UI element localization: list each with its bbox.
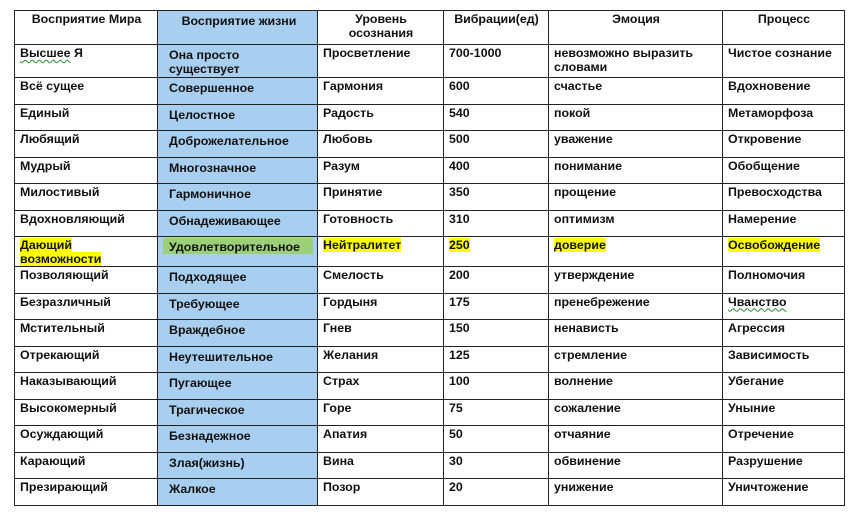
cell-world-perception-text: Наказывающий [20,374,117,388]
cell-awareness-level [318,293,444,320]
cell-life-perception [158,399,318,426]
cell-vibrations-text: 75 [449,400,463,415]
cell-world-perception [15,399,158,426]
header-awareness-level: Уровень осознания [318,11,444,45]
cell-vibrations-text: 310 [449,211,470,226]
cell-awareness-level-text: Гармония [323,79,384,93]
life-perception-label: Пугающее [169,376,232,390]
life-perception-label: Удовлетворительное [163,238,313,254]
spellcheck-word: Высшее [20,46,71,60]
cell-emotion [549,399,723,426]
cell-awareness-level-text: Готовность [323,211,394,226]
cell-vibrations [444,373,549,400]
cell-emotion-text: уважение [554,132,613,146]
cell-world-perception [15,45,158,78]
cell-awareness-level [318,399,444,426]
cell-emotion [549,184,723,211]
cell-vibrations-text: 30 [449,453,463,468]
cell-vibrations [444,479,549,506]
cell-vibrations-text: 175 [449,294,470,309]
cell-life-perception [158,267,318,294]
cell-vibrations-text: 700-1000 [449,46,502,60]
header-world-perception: Восприятие Мира [15,11,158,45]
cell-vibrations-text: 125 [449,347,470,362]
cell-emotion-text: сожаление [554,400,621,415]
cell-vibrations-text: 540 [449,105,470,120]
cell-process-text: Намерение [728,211,797,226]
cell-world-perception-text: Всё сущее [20,79,85,93]
table-row [15,346,845,373]
cell-vibrations [444,237,549,267]
cell-emotion-text: отчаяние [554,427,611,441]
cell-awareness-level [318,267,444,294]
cell-process-text: Разрушение [728,453,803,468]
cell-awareness-level-text: Нейтралитет [323,238,402,252]
life-perception-label: Злая(жизнь) [169,455,245,470]
header-emotion: Эмоция [549,11,723,45]
cell-life-perception [158,78,318,105]
cell-emotion [549,210,723,237]
cell-emotion [549,346,723,373]
cell-life-perception [158,452,318,479]
cell-vibrations-text: 350 [449,185,470,199]
cell-process-text: Вдохновение [728,79,811,93]
cell-process [723,320,845,347]
cell-awareness-level [318,452,444,479]
cell-emotion-text: покой [554,105,591,120]
header-row [15,11,845,45]
cell-awareness-level-text: Принятие [323,185,383,199]
cell-emotion [549,104,723,131]
cell-awareness-level-text: Апатия [323,427,368,441]
cell-awareness-level [318,104,444,131]
cell-world-perception [15,452,158,479]
table-row [15,320,845,347]
cell-process-text: Зависимость [728,347,810,362]
cell-world-perception-text: Презирающий [20,480,108,494]
cell-life-perception [158,426,318,453]
cell-world-perception-text: Карающий [20,453,86,468]
table-row [15,237,845,267]
cell-life-perception [158,320,318,347]
cell-world-perception [15,184,158,211]
cell-awareness-level [318,210,444,237]
cell-life-perception [158,157,318,184]
cell-world-perception-text: Милостивый [20,185,100,199]
life-perception-label: Гармоничное [169,187,251,201]
cell-process [723,157,845,184]
cell-world-perception-text: Дающий возможности [20,238,102,266]
cell-process [723,479,845,506]
cell-vibrations [444,210,549,237]
cell-life-perception [158,45,318,78]
cell-process-text: Уничтожение [728,480,809,494]
cell-vibrations [444,131,549,158]
cell-awareness-level-text: Разум [323,158,360,173]
cell-awareness-level [318,237,444,267]
table-row [15,184,845,211]
cell-world-perception [15,78,158,105]
cell-awareness-level-text: Гнев [323,321,352,335]
cell-awareness-level-text: Любовь [323,132,373,146]
cell-world-perception [15,131,158,158]
cell-vibrations-text: 500 [449,132,470,146]
life-perception-label: Враждебное [169,323,246,337]
cell-life-perception [158,131,318,158]
cell-emotion-text: унижение [554,480,614,494]
cell-emotion-text: стремление [554,347,628,362]
cell-vibrations [444,399,549,426]
cell-awareness-level-text: Желания [323,347,379,362]
life-perception-label: Обнадеживающее [169,213,281,228]
cell-awareness-level-text: Смелость [323,268,384,282]
cell-process [723,399,845,426]
cell-emotion-text: волнение [554,374,613,388]
table-row [15,293,845,320]
cell-process-text: Чванство [728,294,787,309]
cell-emotion [549,452,723,479]
cell-world-perception [15,267,158,294]
cell-awareness-level-text: Просветление [323,46,411,60]
cell-life-perception [158,479,318,506]
cell-awareness-level [318,346,444,373]
cell-awareness-level [318,320,444,347]
life-perception-label: Подходящее [169,270,247,284]
table-row [15,452,845,479]
cell-emotion [549,45,723,78]
cell-emotion [549,373,723,400]
cell-process [723,346,845,373]
cell-process [723,45,845,78]
cell-life-perception [158,104,318,131]
cell-world-perception-text: Отрекающий [20,347,100,362]
cell-process [723,293,845,320]
cell-life-perception [158,210,318,237]
cell-process-text: Обобщение [728,158,800,173]
cell-vibrations [444,452,549,479]
cell-process [723,267,845,294]
cell-process-text: Отречение [728,427,794,441]
cell-emotion [549,131,723,158]
cell-vibrations [444,184,549,211]
cell-vibrations [444,320,549,347]
cell-world-perception-text: Мудрый [20,158,71,173]
cell-world-perception-text: Безразличный [20,294,111,309]
header-process: Процесс [723,11,845,45]
cell-process-text: Освобождение [728,238,821,252]
cell-vibrations [444,157,549,184]
cell-process-text: Убегание [728,374,784,388]
cell-world-perception [15,293,158,320]
cell-world-perception [15,104,158,131]
cell-vibrations-text: 600 [449,79,470,93]
cell-world-perception-text: Вдохновляющий [20,211,125,226]
cell-awareness-level [318,479,444,506]
header-life-perception [158,11,318,45]
cell-vibrations [444,78,549,105]
cell-life-perception [158,293,318,320]
cell-emotion-text: прощение [554,185,616,199]
cell-emotion-text: счастье [554,79,603,93]
cell-process [723,131,845,158]
cell-awareness-level [318,184,444,211]
cell-emotion-text: пренебрежение [554,294,650,309]
cell-emotion-text: утверждение [554,268,635,282]
header-vibrations: Вибрации(ед) [444,11,549,45]
cell-awareness-level [318,131,444,158]
cell-process [723,78,845,105]
life-perception-label: Безнадежное [169,429,251,443]
life-perception-label: Целостное [169,107,236,122]
life-perception-label: Многозначное [169,160,257,175]
cell-emotion-text: обвинение [554,453,621,468]
cell-vibrations [444,346,549,373]
cell-emotion [549,320,723,347]
cell-emotion [549,479,723,506]
cell-life-perception [158,184,318,211]
cell-vibrations-text: 200 [449,268,470,282]
cell-world-perception [15,373,158,400]
cell-awareness-level-text: Страх [323,374,360,388]
cell-world-perception [15,237,158,267]
table-row [15,373,845,400]
cell-life-perception [158,346,318,373]
cell-awareness-level-text: Позор [323,480,361,494]
cell-process [723,210,845,237]
cell-process [723,237,845,267]
cell-vibrations [444,45,549,78]
cell-world-perception-text: Мстительный [20,321,105,335]
cell-vibrations-text: 150 [449,321,470,335]
cell-world-perception [15,320,158,347]
cell-process-text: Превосходства [728,185,822,199]
cell-process [723,452,845,479]
cell-life-perception [158,373,318,400]
cell-process [723,373,845,400]
cell-world-perception-text: Единый [20,105,70,120]
life-perception-label: Она просто существует [169,48,240,76]
cell-vibrations [444,104,549,131]
cell-world-perception [15,426,158,453]
cell-emotion [549,237,723,267]
life-perception-label: Жалкое [169,482,216,496]
cell-awareness-level [318,157,444,184]
cell-vibrations-text: 250 [449,238,470,252]
cell-emotion-text: оптимизм [554,211,615,226]
header-life-perception-label: Восприятие жизни [163,12,313,28]
cell-emotion [549,157,723,184]
life-perception-label: Неутешительное [169,349,274,364]
cell-awareness-level-text: Вина [323,453,354,468]
table-row [15,267,845,294]
table-row [15,78,845,105]
cell-world-perception [15,479,158,506]
table-row [15,399,845,426]
cell-emotion [549,267,723,294]
cell-process-text: Откровение [728,132,802,146]
life-perception-label: Доброжелательное [169,134,289,148]
cell-process [723,426,845,453]
cell-process-text: Уныние [728,400,776,415]
cell-emotion-text: доверие [554,238,606,252]
cell-emotion-text: ненависть [554,321,619,335]
cell-vibrations [444,267,549,294]
cell-world-perception-text: Высокомерный [20,400,117,415]
table-row [15,210,845,237]
cell-awareness-level [318,78,444,105]
cell-awareness-level [318,426,444,453]
cell-emotion [549,426,723,453]
cell-world-perception-text: Позволяющий [20,268,109,282]
cell-vibrations-text: 400 [449,158,470,173]
cell-world-perception [15,157,158,184]
cell-emotion [549,293,723,320]
cell-process [723,104,845,131]
cell-vibrations [444,426,549,453]
table-row [15,426,845,453]
table-row [15,45,845,78]
cell-vibrations-text: 50 [449,427,463,441]
table-row [15,104,845,131]
cell-world-perception [15,210,158,237]
cell-awareness-level [318,45,444,78]
cell-awareness-level [318,373,444,400]
cell-emotion [549,78,723,105]
cell-process-text: Полномочия [728,268,806,282]
cell-awareness-level-text: Гордыня [323,294,378,309]
cell-process [723,184,845,211]
cell-world-perception [15,346,158,373]
cell-process-text: Агрессия [728,321,786,335]
cell-world-perception-text: Высшее Я [20,46,83,60]
cell-world-perception-text: Осуждающий [20,427,104,441]
life-perception-label: Требующее [169,296,240,311]
table-row [15,479,845,506]
life-perception-label: Совершенное [169,81,255,95]
cell-vibrations-text: 100 [449,374,470,388]
cell-vibrations [444,293,549,320]
cell-emotion-text: невозможно выразить словами [554,46,694,74]
cell-awareness-level-text: Горе [323,400,352,415]
cell-awareness-level-text: Радость [323,105,374,120]
consciousness-scale-table [14,10,845,506]
cell-life-perception [158,237,318,267]
table-row [15,157,845,184]
life-perception-label: Трагическое [169,402,245,417]
cell-process-text: Метаморфоза [728,105,814,120]
cell-process-text: Чистое сознание [728,46,832,60]
cell-emotion-text: понимание [554,158,623,173]
table-row [15,131,845,158]
cell-world-perception-text: Любящий [20,132,80,146]
cell-vibrations-text: 20 [449,480,463,494]
